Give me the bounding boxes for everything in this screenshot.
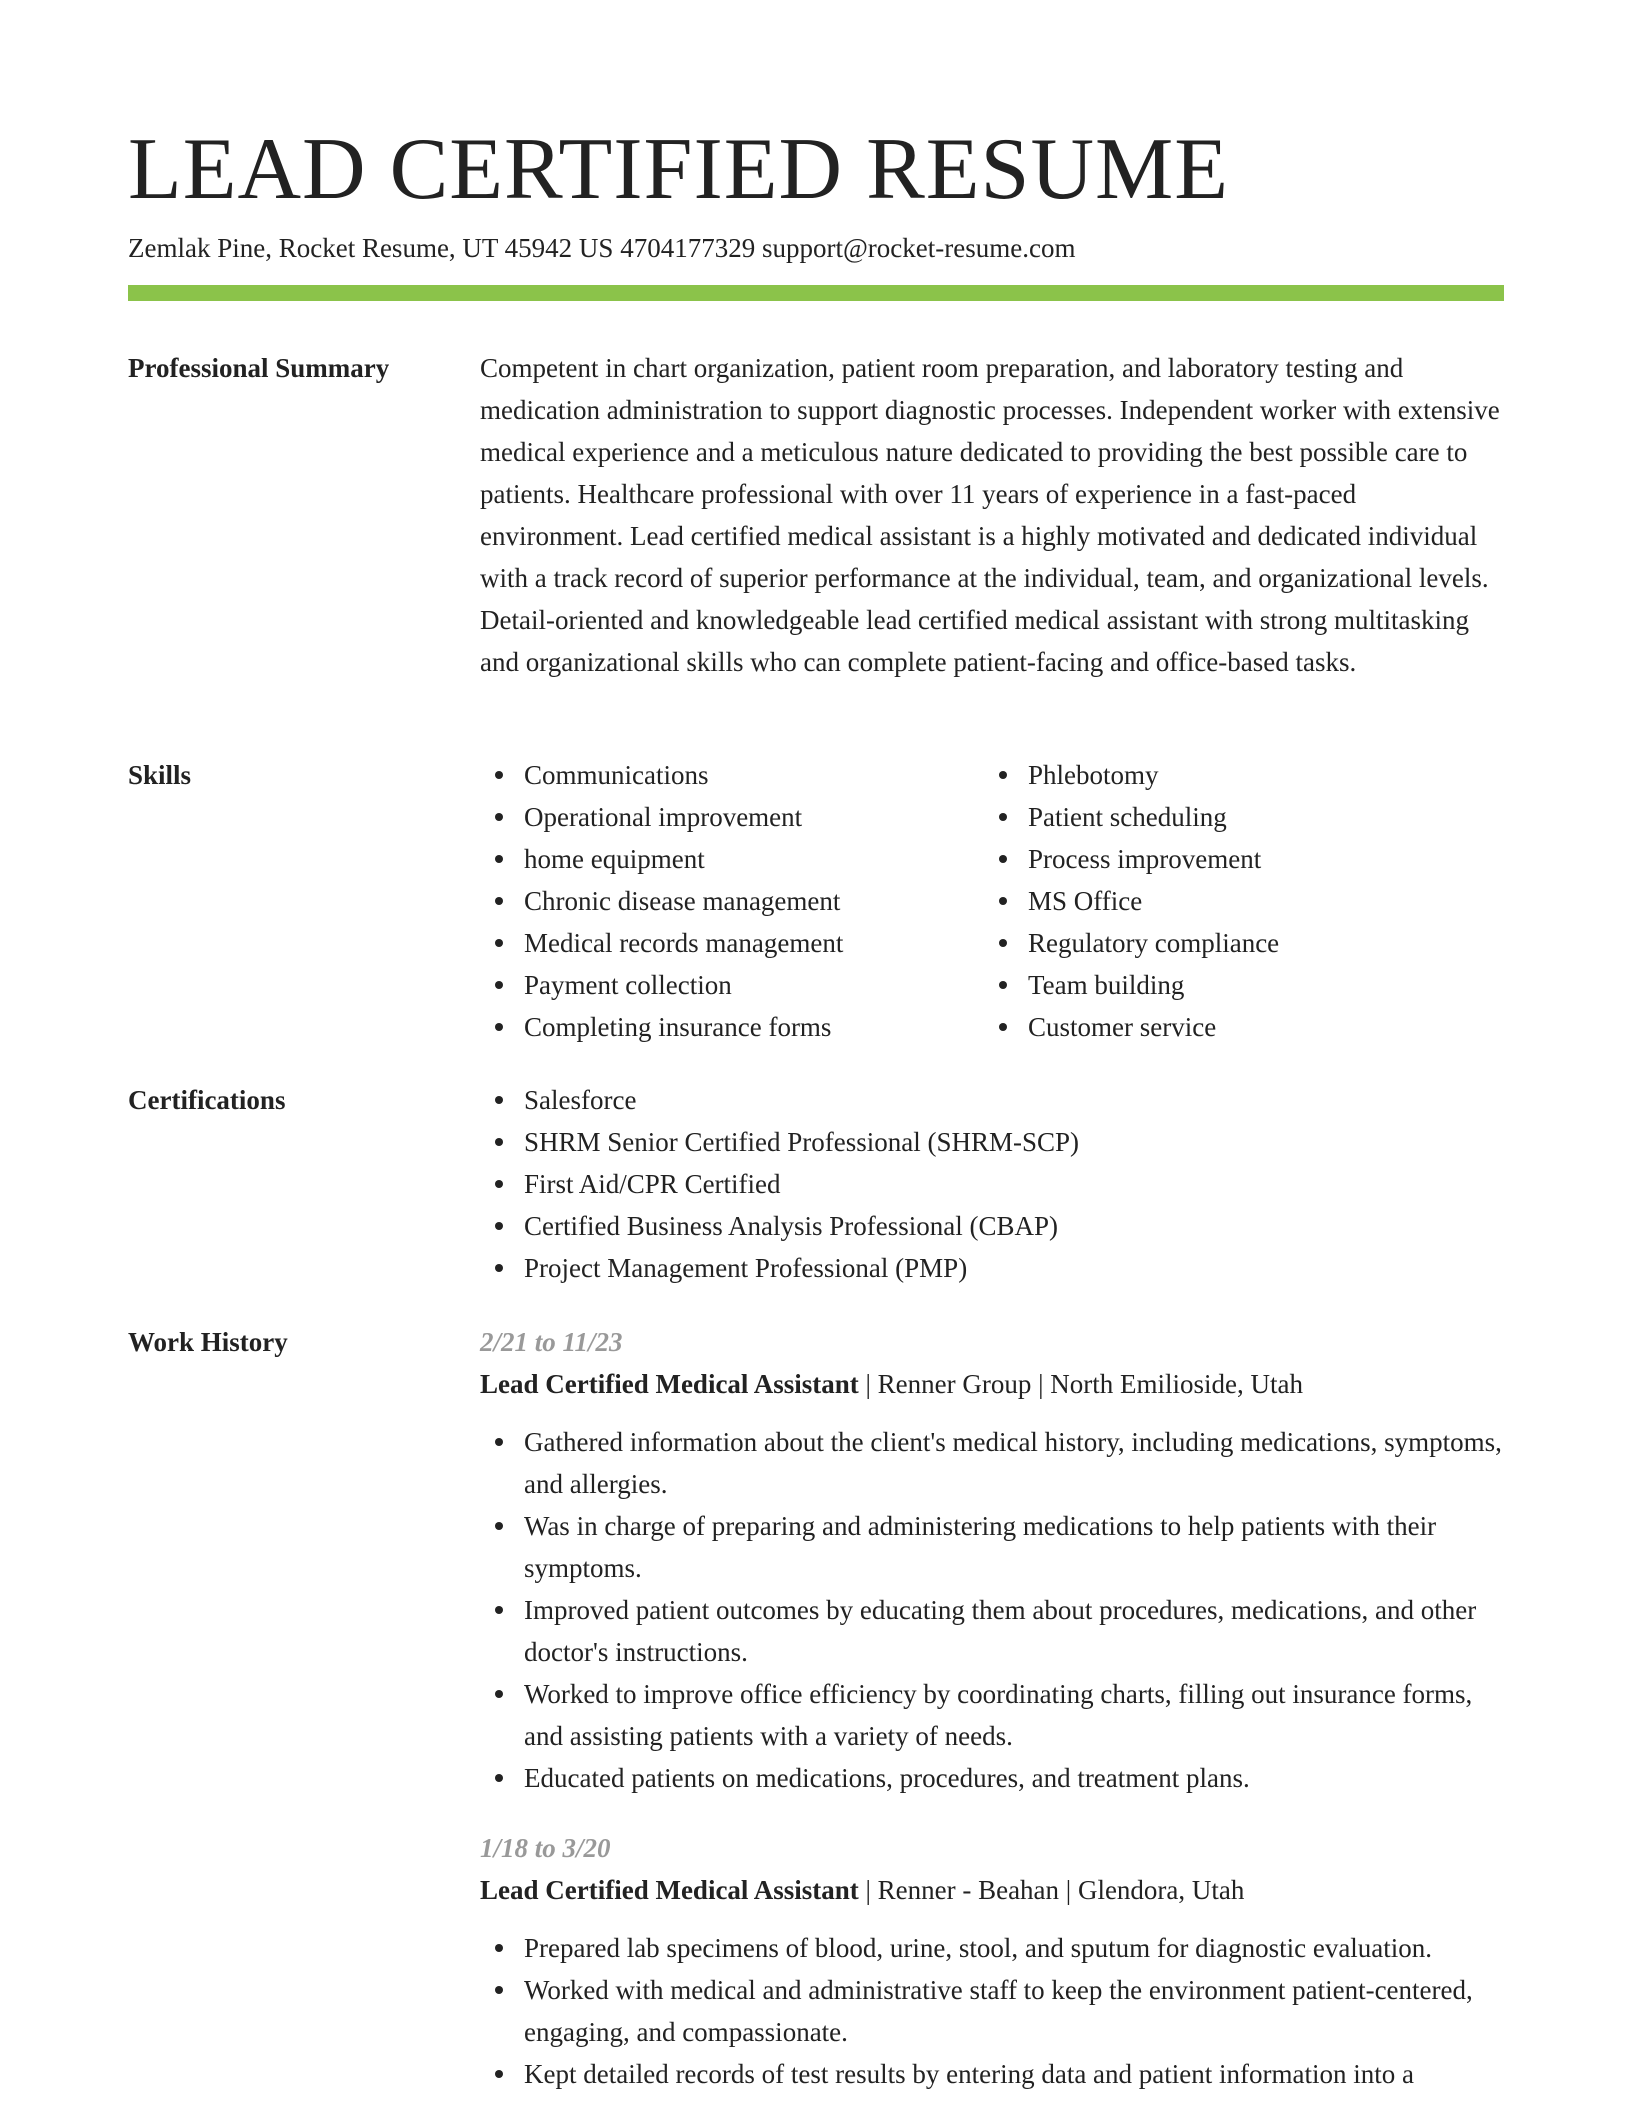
job-dates: 2/21 to 11/23 [480, 1327, 623, 1357]
work-history-section [480, 1321, 1504, 2123]
skill-item: Customer service [984, 1006, 1488, 1048]
certifications-section [480, 1079, 1504, 1289]
job-bullet: Improved patient outcomes by educating them about procedures, medications, and other doctor's instructions. [480, 1589, 1504, 1673]
job-bullets [480, 1927, 1504, 2095]
summary-label: Professional Summary [128, 353, 390, 383]
job-bullet: Worked to improve office efficiency by coordinating charts, filling out insurance forms, and assisting patients with a variety of needs. [480, 1673, 1504, 1757]
header-divider [128, 285, 1504, 301]
skill-item: MS Office [984, 880, 1488, 922]
certification-item: First Aid/CPR Certified [480, 1163, 1504, 1205]
summary-text: Competent in chart organization, patient room preparation, and laboratory testing and medication administration to support diagnostic processes. Independent worker with extensive medical experience and a meticulous nature dedicated to providing the best possible care to patients. Healthcare professional with over 11 years of experience in a fast-paced environment. Lead certified medical assistant is a highly motivated and dedicated individual with a track record of superior performance at the individual, team, and organizational levels. Detail-oriented and knowledgeable lead certified medical assistant with strong multitasking and organizational skills who can complete patient-facing and office-based tasks. [480, 353, 1500, 677]
skill-item: home equipment [480, 838, 984, 880]
job-bullet: Worked with medical and administrative staff to keep the environment patient-centered, engaging, and compassionate. [480, 1969, 1504, 2053]
skills-column-2 [984, 754, 1488, 1048]
skills-grid [480, 754, 1504, 1048]
job-entry [480, 1321, 1504, 1799]
job-dates: 1/18 to 3/20 [480, 1833, 611, 1863]
skill-item: Medical records management [480, 922, 984, 964]
skills-column-1 [480, 754, 984, 1048]
job-title: Lead Certified Medical Assistant [480, 1875, 859, 1905]
certifications-list [480, 1079, 1504, 1289]
skill-item: Regulatory compliance [984, 922, 1488, 964]
skill-item: Process improvement [984, 838, 1488, 880]
skill-item: Communications [480, 754, 984, 796]
job-entry [480, 1827, 1504, 2095]
job-details: | Renner Group | North Emilioside, Utah [858, 1369, 1303, 1399]
work-history-label: Work History [128, 1327, 288, 1357]
job-bullet: Educated patients on medications, procedures, and treatment plans. [480, 1757, 1504, 1799]
job-bullet: Kept detailed records of test results by entering data and patient information into a [480, 2053, 1504, 2095]
job-bullet: Was in charge of preparing and administering medications to help patients with their symptoms. [480, 1505, 1504, 1589]
resume-title: LEAD CERTIFIED RESUME [128, 121, 1230, 218]
job-bullets [480, 1421, 1504, 1799]
skill-item: Team building [984, 964, 1488, 1006]
skill-item: Completing insurance forms [480, 1006, 984, 1048]
skill-item: Chronic disease management [480, 880, 984, 922]
certifications-label: Certifications [128, 1085, 286, 1115]
skill-item: Operational improvement [480, 796, 984, 838]
skills-section [480, 754, 1504, 1048]
job-bullet: Gathered information about the client's medical history, including medications, symptoms, and allergies. [480, 1421, 1504, 1505]
skill-item: Phlebotomy [984, 754, 1488, 796]
summary-section [480, 347, 1504, 683]
job-title: Lead Certified Medical Assistant [480, 1369, 859, 1399]
job-details: | Renner - Beahan | Glendora, Utah [858, 1875, 1245, 1905]
skill-item: Payment collection [480, 964, 984, 1006]
job-heading [480, 1869, 1504, 1911]
job-bullet: Prepared lab specimens of blood, urine, stool, and sputum for diagnostic evaluation. [480, 1927, 1504, 1969]
certification-item: Certified Business Analysis Professional (CBAP) [480, 1205, 1504, 1247]
certification-item: Project Management Professional (PMP) [480, 1247, 1504, 1289]
certification-item: Salesforce [480, 1079, 1504, 1121]
skills-label: Skills [128, 760, 192, 790]
certification-item: SHRM Senior Certified Professional (SHRM-SCP) [480, 1121, 1504, 1163]
contact-info: Zemlak Pine, Rocket Resume, UT 45942 US 4704177329 support@rocket-resume.com [128, 233, 1076, 263]
job-heading [480, 1363, 1504, 1405]
skill-item: Patient scheduling [984, 796, 1488, 838]
